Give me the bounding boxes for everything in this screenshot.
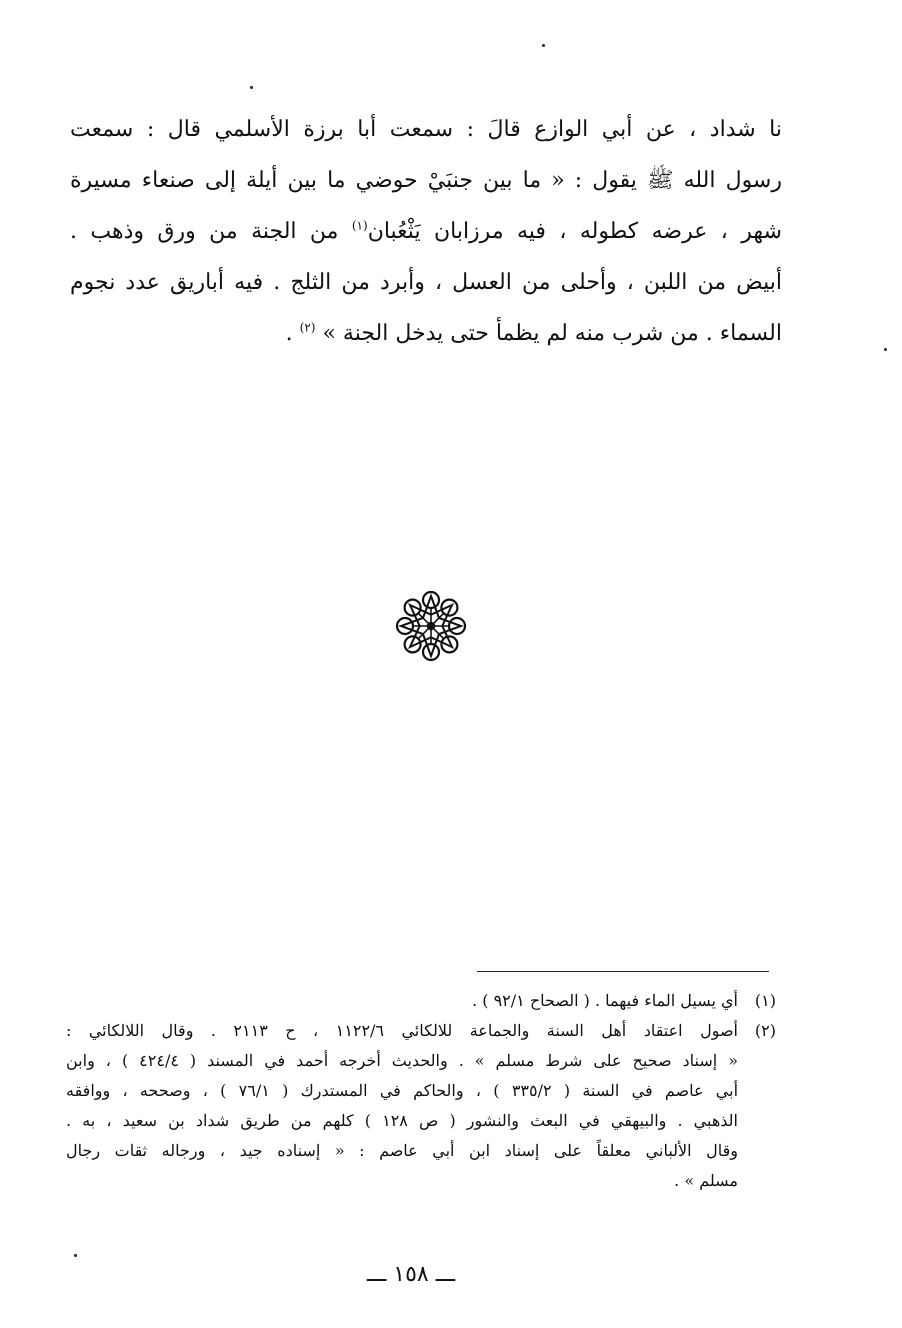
footnote-number: (١) bbox=[754, 991, 776, 1010]
text-line: رسول الله ﷺ يقول : « ما بين جنبَيْ حوضي ما بين أيلة إلى صنعاء مسيرة bbox=[70, 168, 782, 193]
footnote-line: أصول اعتقاد أهل السنة والجماعة للالكائي ١١٢٢/٦ ، ح ٢١١٣ . وقال اللالكائي : bbox=[66, 1021, 739, 1040]
footnote-line: وقال الألباني معلقاً على إسناد ابن أبي عاصم : « إسناده جيد ، ورجاله ثقات رجال bbox=[66, 1141, 738, 1160]
footnote-body bbox=[66, 986, 738, 1016]
text-segment: شهر ، عرضه كطوله ، فيه مرزابان يَثْعُبان bbox=[367, 219, 782, 244]
footnote-line: أي يسيل الماء فيهما . ( الصحاح ٩٢/١ ) . bbox=[472, 991, 738, 1010]
page-number: ـــ ١٥٨ ـــ bbox=[366, 1262, 456, 1287]
footnote-1 bbox=[66, 986, 776, 1016]
scan-speck bbox=[74, 1254, 77, 1257]
footnote-ref-1: (١) bbox=[351, 218, 368, 233]
text-segment: من الجنة من ورق وذهب . bbox=[70, 219, 352, 244]
text-line bbox=[70, 308, 782, 359]
footnote-2 bbox=[66, 1016, 776, 1196]
footnote-line: « إسناد صحيح على شرط مسلم » . والحديث أخرجه أحمد في المسند ( ٤٢٤/٤ ) ، وابن bbox=[66, 1051, 739, 1070]
scan-speck bbox=[250, 86, 253, 89]
text-segment: السماء . من شرب منه لم يظمأ حتى يدخل الجنة » bbox=[322, 321, 782, 346]
text-line: نا شداد ، عن أبي الوازع قالَ : سمعت أبا برزة الأسلمي قال : سمعت bbox=[70, 117, 782, 142]
footnote-line: الذهبي . والبيهقي في البعث والنشور ( ص ١٢٨ ) كلهم من طريق شداد بن سعيد ، به . bbox=[66, 1111, 739, 1130]
scan-speck bbox=[542, 44, 545, 47]
footnotes bbox=[66, 986, 776, 1196]
scan-speck bbox=[884, 348, 887, 351]
footnote-body bbox=[66, 1016, 738, 1196]
text-segment: . bbox=[285, 321, 300, 346]
footnote-ref-2: (٢) bbox=[299, 320, 316, 335]
footnote-line: أبي عاصم في السنة ( ٣٣٥/٢ ) ، والحاكم في المستدرك ( ٧٦/١ ) ، وصححه ، ووافقه bbox=[66, 1081, 739, 1100]
text-line: أبيض من اللبن ، وأحلى من العسل ، وأبرد من الثلج . فيه أباريق عدد نجوم bbox=[70, 270, 782, 295]
footnote-line: مسلم » . bbox=[674, 1171, 738, 1190]
main-text bbox=[70, 104, 782, 359]
footnote-separator bbox=[477, 971, 769, 972]
text-line bbox=[70, 206, 782, 257]
star-rosette-icon bbox=[393, 588, 469, 664]
footnote-number: (٢) bbox=[754, 1021, 776, 1040]
